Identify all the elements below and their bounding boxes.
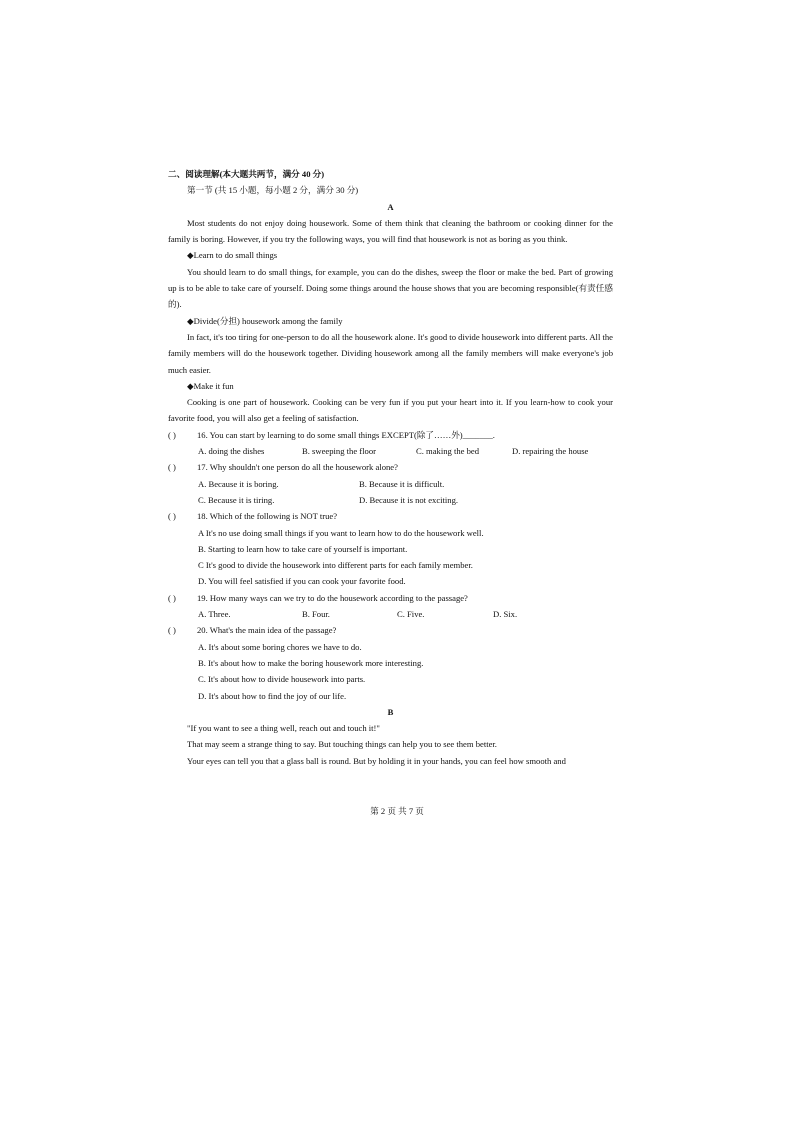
option-c[interactable]: C. making the bed [416,446,480,457]
option-a[interactable]: A. Because it is boring. [198,478,279,489]
question-16-options [168,443,613,459]
option-b[interactable]: B. Starting to learn how to take care of yourself is important. [198,543,408,554]
question-20 [168,622,613,638]
passage-b-line-1: "If you want to see a thing well, reach out and touch it!" [187,723,380,734]
question-17-options-row-2 [168,492,613,508]
question-stem: 19. How many ways can we try to do the housework according to the passage? [197,592,468,603]
question-stem: 18. Which of the following is NOT true? [197,511,338,522]
option-b[interactable]: B. Because it is difficult. [359,478,445,489]
question-17-options-row-1 [168,476,613,492]
option-d[interactable]: D. Six. [493,609,518,620]
passage-a-paragraph-2: In fact, it's too tiring for one-person to do all the housework alone. It's good to divide housework into different parts. All the family members will do the housework together. Dividing housework among all the family members will make everyone's job much easier. [168,331,613,375]
option-a[interactable]: A. It's about some boring chores we have to do. [198,641,362,652]
passage-a-heading-2: ◆Divide(分担) housework among the family [187,315,343,326]
question-stem: 17. Why shouldn't one person do all the housework alone? [197,462,398,473]
answer-blank[interactable]: ( ) [168,592,176,603]
answer-blank[interactable]: ( ) [168,462,176,473]
question-16 [168,427,613,443]
option-d[interactable]: D. You will feel satisfied if you can cook your favorite food. [198,576,406,587]
option-b[interactable]: B. Four. [302,609,330,620]
page-footer: 第 2 页 共 7 页 [370,806,424,816]
option-d[interactable]: D. Because it is not exciting. [359,494,459,505]
option-c[interactable]: C It's good to divide the housework into different parts for each family member. [198,560,473,571]
question-17 [168,459,613,475]
passage-b-line-3: Your eyes can tell you that a glass ball is round. But by holding it in your hands, you can feel how smooth and [187,755,566,766]
question-stem: 20. What's the main idea of the passage? [197,625,337,636]
option-a[interactable]: A. doing the dishes [198,446,265,457]
answer-blank[interactable]: ( ) [168,511,176,522]
section-title: 二、阅读理解(本大题共两节，满分 40 分) [168,169,325,179]
option-b[interactable]: B. sweeping the floor [302,446,376,457]
passage-b-label: B [387,706,394,717]
part-title: 第一节 (共 15 小题，每小题 2 分，满分 30 分) [187,185,359,196]
question-19 [168,590,613,606]
passage-a-heading-3: ◆Make it fun [187,380,234,391]
option-c[interactable]: C. Five. [397,609,425,620]
option-d[interactable]: D. repairing the house [512,446,589,457]
passage-a-intro: Most students do not enjoy doing housework. Some of them think that cleaning the bathroom or cooking dinner for the family is boring. However, if you try the following ways, you will find that housework is not as boring as you think. [168,217,613,245]
option-a[interactable]: A. Three. [198,609,231,620]
page-content [168,166,613,769]
option-d[interactable]: D. It's about how to find the joy of our life. [198,690,347,701]
question-19-options [168,606,613,622]
answer-blank[interactable]: ( ) [168,625,176,636]
passage-a-heading-1: ◆Learn to do small things [187,250,278,261]
answer-blank[interactable]: ( ) [168,429,176,440]
option-b[interactable]: B. It's about how to make the boring housework more interesting. [198,657,424,668]
question-stem: 16. You can start by learning to do some small things EXCEPT(除了……外)_______. [197,429,495,440]
option-c[interactable]: C. Because it is tiring. [198,494,275,505]
passage-a-paragraph-1: You should learn to do small things, for example, you can do the dishes, sweep the floor or make the bed. Part of growing up is to be able to take care of yourself. Doing some things around the house shows that you are becoming responsible(有责任感的). [168,266,613,310]
passage-a-label: A [387,201,394,212]
passage-a-paragraph-3: Cooking is one part of housework. Cooking can be very fun if you put your heart into it. If you learn-how to cook your favorite food, you will also get a feeling of satisfaction. [168,397,613,424]
option-a[interactable]: A It's no use doing small things if you want to learn how to do the housework well. [198,527,484,538]
passage-b-line-2: That may seem a strange thing to say. But touching things can help you to see them better. [187,739,497,750]
option-c[interactable]: C. It's about how to divide housework into parts. [198,674,366,685]
question-18 [168,508,613,524]
